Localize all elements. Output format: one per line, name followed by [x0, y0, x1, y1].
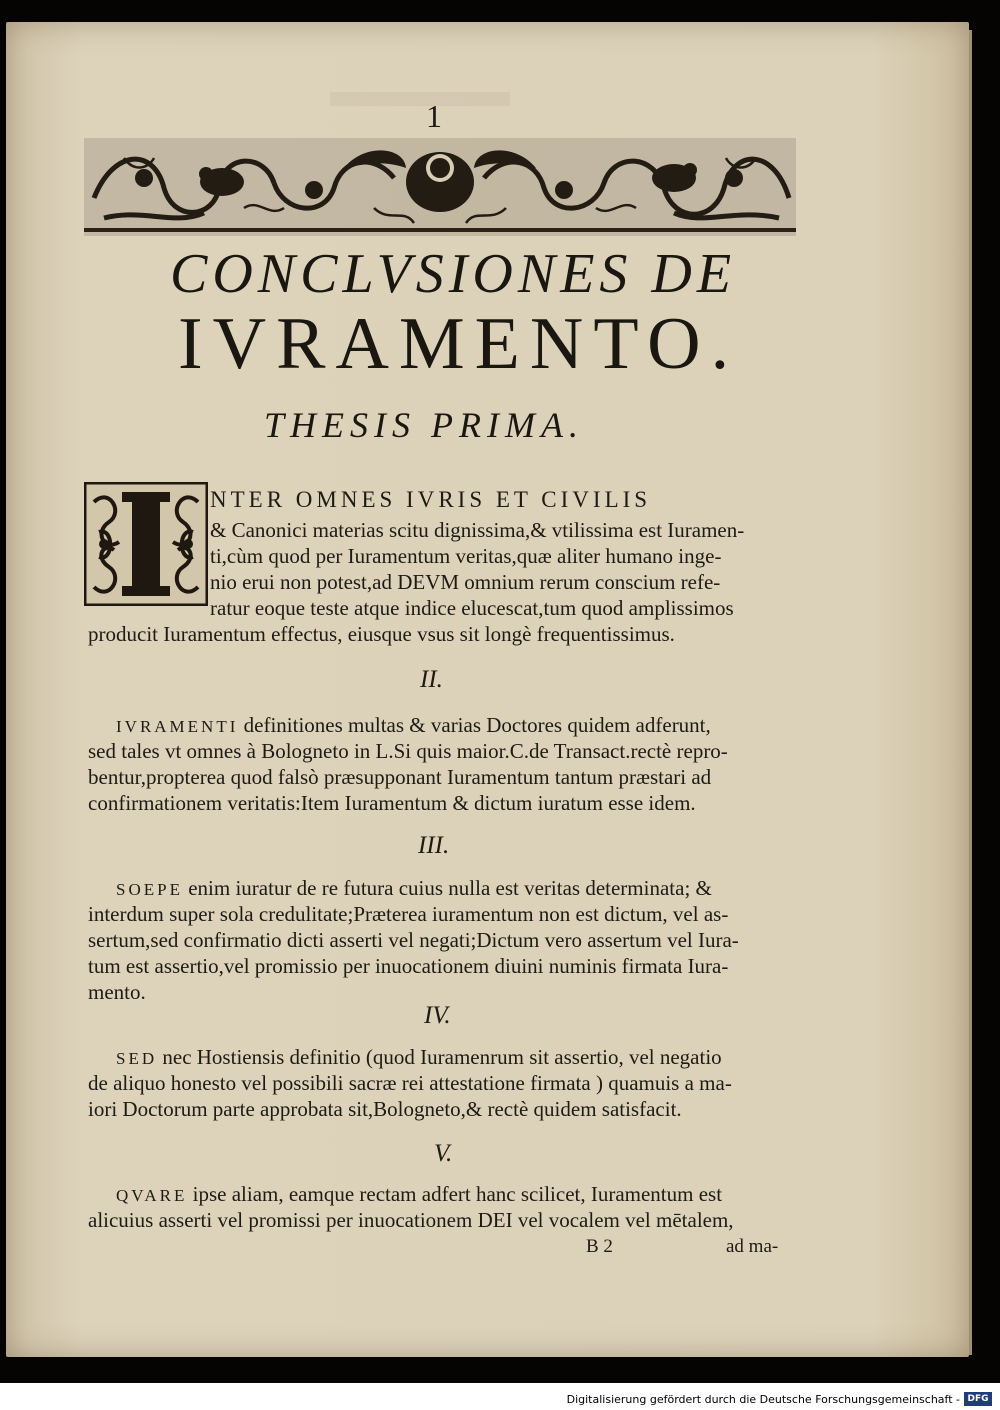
- text-line: enim iuratur de re futura cuius nulla est veritas determinata; &: [188, 876, 712, 900]
- decorated-initial-I: [84, 482, 208, 606]
- ornamental-headpiece: [84, 138, 796, 236]
- signature-mark: B 2: [586, 1236, 613, 1257]
- section-numeral: II.: [420, 666, 443, 693]
- text-line: & Canonici materias scitu dignissima,& vtilissima est Iuramen-: [210, 518, 745, 542]
- text-line: bentur,propterea quod falsò præsupponant Iuramentum tantum præstari ad: [88, 765, 712, 789]
- section-lead-word: QVARE: [116, 1186, 188, 1205]
- section-lead-word: SED: [116, 1049, 158, 1068]
- text-line: sertum,sed confirmatio dicti asserti vel negati;Dictum vero assertum vel Iura-: [88, 928, 739, 952]
- section-numeral: V.: [434, 1140, 453, 1167]
- text-line: nec Hostiensis definitio (quod Iuramenrum sit assertio, vel negatio: [162, 1045, 722, 1069]
- text-line: definitiones multas & varias Doctores quidem adferunt,: [243, 713, 711, 737]
- text-line: alicuius asserti vel promissi per inuocationem DEI vel vocalem vel mētalem,: [88, 1208, 734, 1232]
- text-line: iori Doctorum parte approbata sit,Bologneto,& rectè quidem satisfacit.: [88, 1097, 682, 1121]
- catchword: ad ma-: [726, 1236, 779, 1257]
- section-lead-word: SOEPE: [116, 880, 183, 899]
- text-line: NTER OMNES IVRIS ET CIVILIS: [210, 487, 652, 512]
- text-line: de aliquo honesto vel possibili sacræ rei attestatione firmata ) quamuis a ma-: [88, 1071, 732, 1095]
- text-line: tum est assertio,vel promissio per inuocationem diuini numinis firmata Iura-: [88, 954, 729, 978]
- text-line: producit Iuramentum effectus, eiusque vsus sit longè frequentissimus.: [88, 622, 675, 646]
- title-line-2: IVRAMENTO.: [178, 303, 740, 385]
- footer-credit: Digitalisierung gefördert durch die Deutsche Forschungsgemeinschaft -: [566, 1393, 960, 1406]
- text-line: ti,cùm quod per Iuramentum veritas,quæ aliter humano inge-: [210, 544, 722, 568]
- text-line: nio erui non potest,ad DEVM omnium rerum conscium refe-: [210, 570, 721, 594]
- text-line: ipse aliam, eamque rectam adfert hanc scilicet, Iuramentum est: [192, 1182, 723, 1206]
- title-line-1: CONCLVSIONES DE: [170, 243, 737, 305]
- dfg-logo: DFG: [964, 1392, 992, 1406]
- bleed-through: [330, 92, 510, 106]
- page-number: 1: [426, 98, 442, 134]
- text-line: sed tales vt omnes à Bologneto in L.Si quis maior.C.de Transact.rectè repro-: [88, 739, 728, 763]
- text-line: mento.: [88, 980, 146, 1004]
- section-numeral: IV.: [424, 1002, 451, 1029]
- text-line: confirmationem veritatis:Item Iuramentum & dictum iuratum esse idem.: [88, 791, 696, 815]
- section-lead-word: IVRAMENTI: [116, 717, 239, 736]
- text-line: ratur eoque teste atque indice elucescat,tum quod amplissimos: [210, 596, 734, 620]
- text-line: interdum super sola credulitate;Præterea iuramentum non est dictum, vel as-: [88, 902, 729, 926]
- thesis-heading: THESIS PRIMA.: [264, 405, 584, 445]
- section-numeral: III.: [418, 832, 450, 859]
